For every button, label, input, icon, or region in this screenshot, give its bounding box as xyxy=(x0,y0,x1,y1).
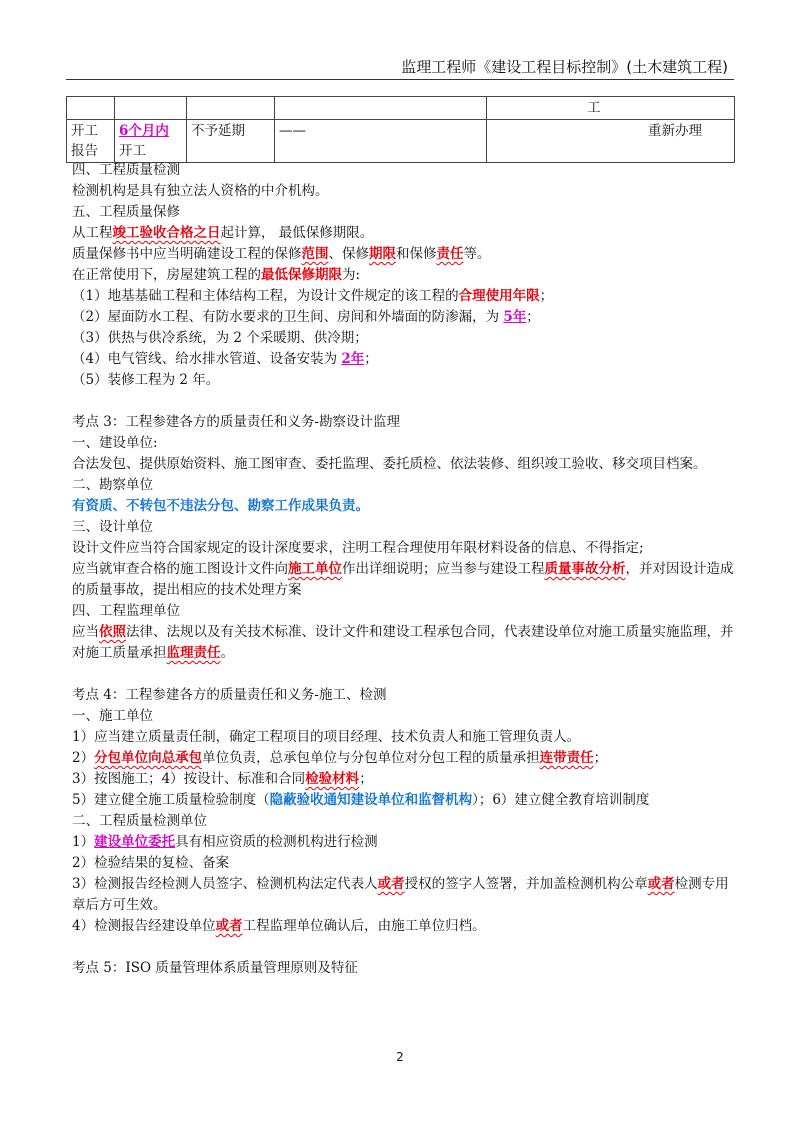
list-item: 3）按图施工；4）按设计、标准和合同检验材料； xyxy=(72,771,373,787)
list-item: （4）电气管线、给水排水管道、设备安装为 2年； xyxy=(72,351,378,367)
highlight: 2年 xyxy=(341,351,365,367)
highlight: 范围 xyxy=(301,246,329,262)
highlight: 分包单位向总承包 xyxy=(94,750,203,766)
highlight: 竣工验收合格之日 xyxy=(112,225,221,241)
highlight: 隐蔽验收通知建设单位和监督机构 xyxy=(269,792,473,808)
list-item: （3）供热与供冷系统，为 2 个采暖期、供冷期； xyxy=(72,330,368,346)
paragraph: 质量保修书中应当明确建设工程的保修范围、保修期限和保修责任等。 xyxy=(72,246,491,262)
list-item: 1）应当建立质量责任制，确定工程项目的项目经理、技术负责人和施工管理负责人。 xyxy=(72,729,581,745)
highlight: 期限 xyxy=(369,246,396,262)
list-item: （2）屋面防水工程、有防水要求的卫生间、房间和外墙面的防渗漏，为 5年； xyxy=(72,309,540,325)
section-heading: 二、勘察单位 xyxy=(72,477,153,493)
table-cell xyxy=(275,97,487,120)
highlight: 合理使用年限 xyxy=(458,288,540,304)
table-cell xyxy=(115,120,187,163)
list-item: （5）装修工程为 2 年。 xyxy=(72,372,220,388)
section-heading: 五、工程质量保修 xyxy=(72,204,180,220)
approval-table xyxy=(66,96,735,163)
highlight-paragraph: 有资质、不转包不违法分包、勘察工作成果负责。 xyxy=(72,498,369,514)
highlight: 或者 xyxy=(377,876,405,892)
paragraph: 从工程竣工验收合格之日起计算， 最低保修期限。 xyxy=(72,225,374,241)
highlight: 质量事故分析 xyxy=(544,561,626,577)
section-title: 考点 3：工程参建各方的质量责任和义务-勘察设计监理 xyxy=(72,414,400,430)
section-heading: 二、工程质量检测单位 xyxy=(72,813,207,829)
highlight: 或者 xyxy=(647,876,675,892)
table-cell xyxy=(187,97,275,120)
highlight: 建设单位委托 xyxy=(94,834,176,850)
cell-text: 开工 xyxy=(119,143,146,159)
table-cell xyxy=(67,97,115,120)
highlight: 责任 xyxy=(436,246,464,262)
paragraph: 检测机构是具有独立法人资格的中介机构。 xyxy=(72,183,329,199)
paragraph: 应当依照法律、法规以及有关技术标准、设计文件和建设工程承包合同，代表建设单位对施工质量实施监理，并对施工质量承担监理责任。 xyxy=(72,624,734,661)
paragraph: 应当就审查合格的施工图设计文件向施工单位作出详细说明；应当参与建设工程质量事故分析，并对因设计造成的质量事故，提出相应的技术处理方案 xyxy=(72,561,734,598)
section-title: 考点 5：ISO 质量管理体系质量管理原则及特征 xyxy=(72,960,358,976)
table-cell: 重新办理 xyxy=(487,120,735,163)
section-heading: 四、工程监理单位 xyxy=(72,603,180,619)
highlight: 施工单位 xyxy=(288,561,342,577)
table-cell xyxy=(115,97,187,120)
table-cell: 工 xyxy=(487,97,735,120)
table-row xyxy=(67,97,735,120)
section-title: 考点 4：工程参建各方的质量责任和义务-施工、检测 xyxy=(72,687,387,703)
document-body xyxy=(72,160,736,979)
table-cell: 开工报告 xyxy=(67,120,115,163)
paragraph: 设计文件应当符合国家规定的设计深度要求，注明工程合理使用年限材料设备的信息、不得指定; xyxy=(72,540,644,556)
list-item: 4）检测报告经建设单位或者工程监理单位确认后，由施工单位归档。 xyxy=(72,918,486,934)
list-item: 1）建设单位委托具有相应资质的检测机构进行检测 xyxy=(72,834,378,850)
page-header-title: 监理工程师《建设工程目标控制》(土木建筑工程) xyxy=(401,58,728,76)
list-item: （1）地基基础工程和主体结构工程，为设计文件规定的该工程的合理使用年限； xyxy=(72,288,554,304)
paragraph: 在正常使用下，房屋建筑工程的最低保修期限为: xyxy=(72,267,361,283)
table-row xyxy=(67,120,735,163)
section-heading: 一、施工单位 xyxy=(72,708,153,724)
highlight: 连带责任 xyxy=(539,750,594,766)
list-item: 2）分包单位向总承包单位负责，总承包单位与分包单位对分包工程的质量承担连带责任； xyxy=(72,750,608,766)
deadline-highlight: 6个月内 xyxy=(119,123,169,139)
table-cell: 不予延期 xyxy=(187,120,275,163)
highlight: 最低保修期限 xyxy=(261,267,342,283)
highlight: 或者 xyxy=(215,918,243,934)
highlight: 依照 xyxy=(99,624,126,640)
highlight: 5年 xyxy=(503,309,527,325)
list-item: 2）检验结果的复检、备案 xyxy=(72,855,230,871)
section-heading: 一、建设单位: xyxy=(72,435,158,451)
paragraph: 合法发包、提供原始资料、施工图审查、委托监理、委托质检、依法装修、组织竣工验收、移交项目档案。 xyxy=(72,456,707,472)
page-number: 2 xyxy=(396,1050,404,1064)
list-item: 3）检测报告经检测人员签字、检测机构法定代表人或者授权的签字人签署，并加盖检测机构公章或者检测专用章后方可生效。 xyxy=(72,876,729,913)
section-heading: 四、工程质量检测 xyxy=(72,162,180,178)
section-heading: 三、设计单位 xyxy=(72,519,153,535)
header-divider xyxy=(66,79,734,80)
list-item: 5）建立健全施工质量检验制度（隐蔽验收通知建设单位和监督机构）；6）建立健全教育培训制度 xyxy=(72,792,650,808)
highlight: 检验材料 xyxy=(305,771,360,787)
table-cell: —— xyxy=(275,120,487,163)
highlight: 监理责任 xyxy=(166,645,221,661)
